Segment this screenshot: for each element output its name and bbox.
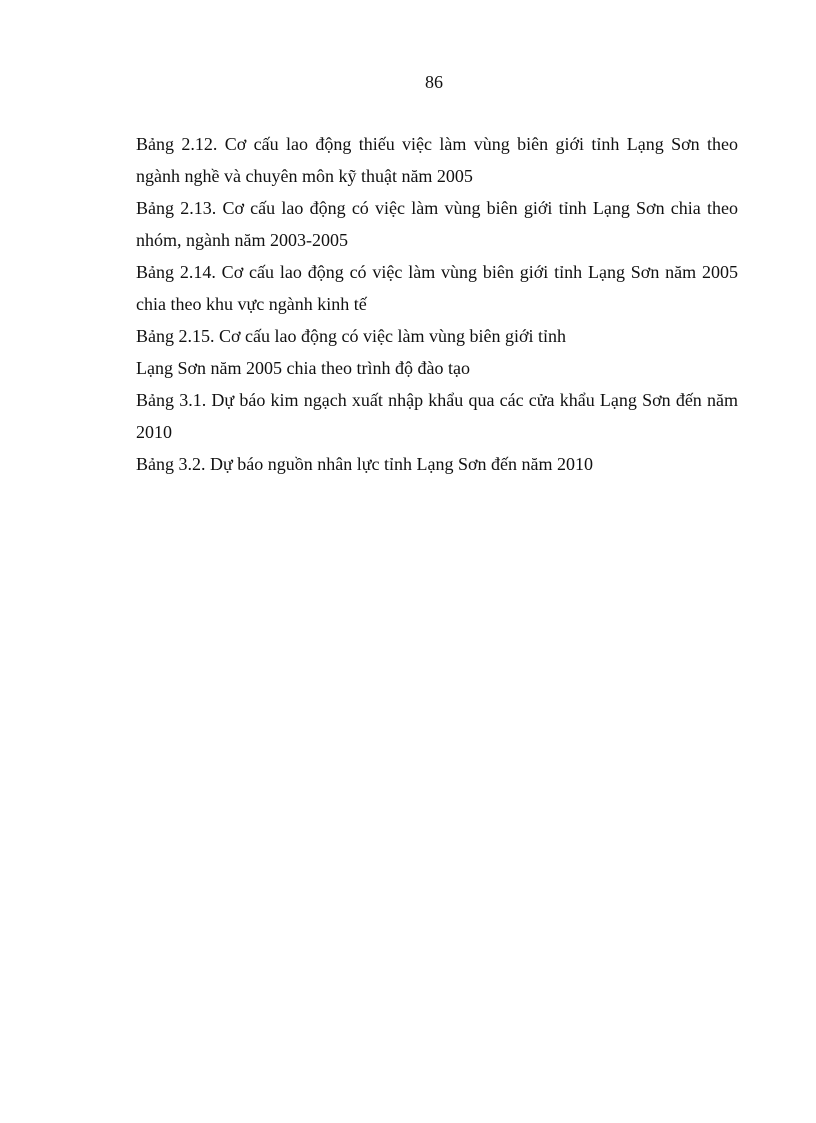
list-item: Bảng 2.12. Cơ cấu lao động thiếu việc làm vùng biên giới tỉnh Lạng Sơn theo ngành nghề và chuyên môn kỹ thuật năm 2005 (136, 134, 738, 186)
list-item: Bảng 2.15. Cơ cấu lao động có việc làm vùng biên giới tỉnh (136, 326, 566, 346)
list-item: Bảng 2.14. Cơ cấu lao động có việc làm vùng biên giới tỉnh Lạng Sơn năm 2005 chia theo khu vực ngành kinh tế (136, 262, 738, 314)
list-item: Bảng 3.1. Dự báo kim ngạch xuất nhập khẩu qua các cửa khẩu Lạng Sơn đến năm 2010 (136, 390, 738, 442)
list-item: Bảng 3.2. Dự báo nguồn nhân lực tỉnh Lạng Sơn đến năm 2010 (136, 454, 593, 474)
list-item: Bảng 2.13. Cơ cấu lao động có việc làm vùng biên giới tỉnh Lạng Sơn chia theo nhóm, ngành năm 2003-2005 (136, 198, 738, 250)
list-of-tables (136, 128, 738, 480)
list-item: Lạng Sơn năm 2005 chia theo trình độ đào tạo (136, 358, 470, 378)
page-number: 86 (425, 72, 443, 92)
